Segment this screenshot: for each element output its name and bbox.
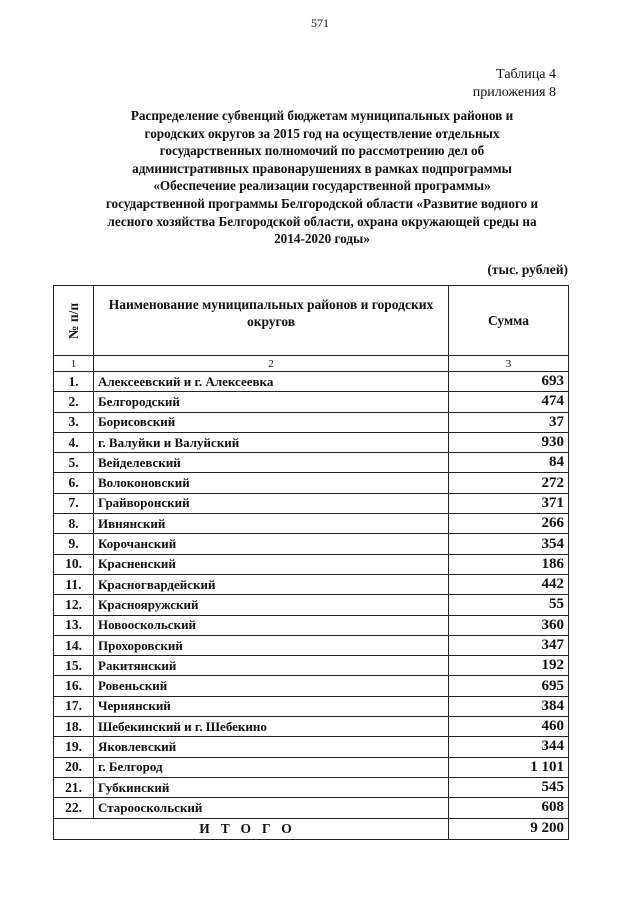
table-row (54, 696, 569, 716)
appendix-number: приложения 8 (472, 85, 556, 100)
district-name: Алексеевский и г. Алексеевка (94, 372, 449, 392)
table-row (54, 514, 569, 534)
subsidy-amount: 608 (449, 798, 569, 818)
table-row (54, 534, 569, 554)
table-row (54, 717, 569, 737)
subsidy-amount: 460 (449, 717, 569, 737)
district-name: Краснояружский (94, 595, 449, 615)
column-index-row (54, 356, 569, 372)
table-row (54, 615, 569, 635)
title-line: лесного хозяйства Белгородской области, охрана окружающей среды на (107, 213, 537, 229)
title-line: 2014-2020 годы» (274, 231, 370, 247)
row-number: 5. (54, 453, 94, 473)
subsidy-amount: 55 (449, 595, 569, 615)
title-line: государственных полномочий по рассмотрению дел об (159, 143, 485, 159)
table-row (54, 635, 569, 655)
table-row (54, 432, 569, 452)
district-name: Губкинский (94, 777, 449, 797)
row-number: 20. (54, 757, 94, 777)
subsidy-amount: 384 (449, 696, 569, 716)
district-name: Ровеньский (94, 676, 449, 696)
row-number: 15. (54, 656, 94, 676)
table-body (54, 372, 569, 819)
column-index: 2 (94, 356, 449, 372)
district-name: Новооскольский (94, 615, 449, 635)
row-number: 6. (54, 473, 94, 493)
document-title (40, 107, 604, 248)
header-number: № п/п (54, 286, 94, 356)
table-row (54, 574, 569, 594)
district-name: Старооскольский (94, 798, 449, 818)
title-line: государственной программы Белгородской области «Развитие водного и (105, 195, 539, 211)
row-number: 12. (54, 595, 94, 615)
table-row (54, 595, 569, 615)
row-number: 3. (54, 412, 94, 432)
row-number: 16. (54, 676, 94, 696)
subsidy-amount: 360 (449, 615, 569, 635)
subsidy-amount: 442 (449, 574, 569, 594)
row-number: 13. (54, 615, 94, 635)
subsidy-amount: 474 (449, 392, 569, 412)
row-number: 2. (54, 392, 94, 412)
row-number: 10. (54, 554, 94, 574)
subsidy-amount: 930 (449, 432, 569, 452)
subsidy-amount: 272 (449, 473, 569, 493)
subsidy-amount: 1 101 (449, 757, 569, 777)
district-name: Волоконовский (94, 473, 449, 493)
subsidy-amount: 186 (449, 554, 569, 574)
column-index: 3 (449, 356, 569, 372)
table-row (54, 554, 569, 574)
district-name: Прохоровский (94, 635, 449, 655)
subsidy-amount: 371 (449, 493, 569, 513)
units-label: (тыс. рублей) (487, 262, 568, 277)
table-row (54, 737, 569, 757)
row-number: 4. (54, 432, 94, 452)
table-row (54, 453, 569, 473)
subsidy-amount: 347 (449, 635, 569, 655)
district-name: Ракитянский (94, 656, 449, 676)
row-number: 21. (54, 777, 94, 797)
column-index: 1 (54, 356, 94, 372)
header-sum: Сумма (449, 286, 569, 356)
page-number: 571 (311, 16, 329, 30)
subsidy-amount: 693 (449, 372, 569, 392)
district-name: Шебекинский и г. Шебекино (94, 717, 449, 737)
title-line: Распределение субвенций бюджетам муниципальных районов и (130, 108, 514, 123)
subsidy-allocation-table (53, 285, 569, 840)
row-number: 18. (54, 717, 94, 737)
subsidy-amount: 545 (449, 777, 569, 797)
table-number: Таблица 4 (496, 67, 556, 82)
table-row (54, 493, 569, 513)
table-row (54, 656, 569, 676)
table-row (54, 372, 569, 392)
row-number: 14. (54, 635, 94, 655)
table-row (54, 676, 569, 696)
table-row (54, 392, 569, 412)
table-row (54, 757, 569, 777)
district-name: Белгородский (94, 392, 449, 412)
subsidy-amount: 37 (449, 412, 569, 432)
header-name: Наименование муниципальных районов и городских округов (94, 286, 449, 356)
district-name: Борисовский (94, 412, 449, 432)
row-number: 19. (54, 737, 94, 757)
table-row (54, 777, 569, 797)
district-name: Ивнянский (94, 514, 449, 534)
title-line: административных правонарушениях в рамках подпрограммы (132, 160, 512, 176)
district-name: Чернянский (94, 696, 449, 716)
total-label: ИТОГО (54, 818, 449, 839)
district-name: Грайворонский (94, 493, 449, 513)
row-number: 22. (54, 798, 94, 818)
district-name: Корочанский (94, 534, 449, 554)
district-name: г. Валуйки и Валуйский (94, 432, 449, 452)
subsidy-amount: 266 (449, 514, 569, 534)
table-row (54, 412, 569, 432)
district-name: г. Белгород (94, 757, 449, 777)
row-number: 1. (54, 372, 94, 392)
subsidy-amount: 192 (449, 656, 569, 676)
table-row (54, 473, 569, 493)
row-number: 7. (54, 493, 94, 513)
district-name: Вейделевский (94, 453, 449, 473)
district-name: Яковлевский (94, 737, 449, 757)
subsidy-amount: 84 (449, 453, 569, 473)
subsidy-amount: 344 (449, 737, 569, 757)
subsidy-amount: 354 (449, 534, 569, 554)
row-number: 9. (54, 534, 94, 554)
total-sum: 9 200 (449, 818, 569, 839)
table-row (54, 798, 569, 818)
district-name: Красногвардейский (94, 574, 449, 594)
row-number: 11. (54, 574, 94, 594)
row-number: 8. (54, 514, 94, 534)
table-header-row (54, 286, 569, 356)
district-name: Красненский (94, 554, 449, 574)
title-line: городских округов за 2015 год на осуществление отдельных (144, 125, 500, 141)
row-number: 17. (54, 696, 94, 716)
total-row (54, 818, 569, 839)
subsidy-amount: 695 (449, 676, 569, 696)
appendix-reference (473, 66, 556, 102)
title-line: «Обеспечение реализации государственной программы» (153, 178, 491, 194)
